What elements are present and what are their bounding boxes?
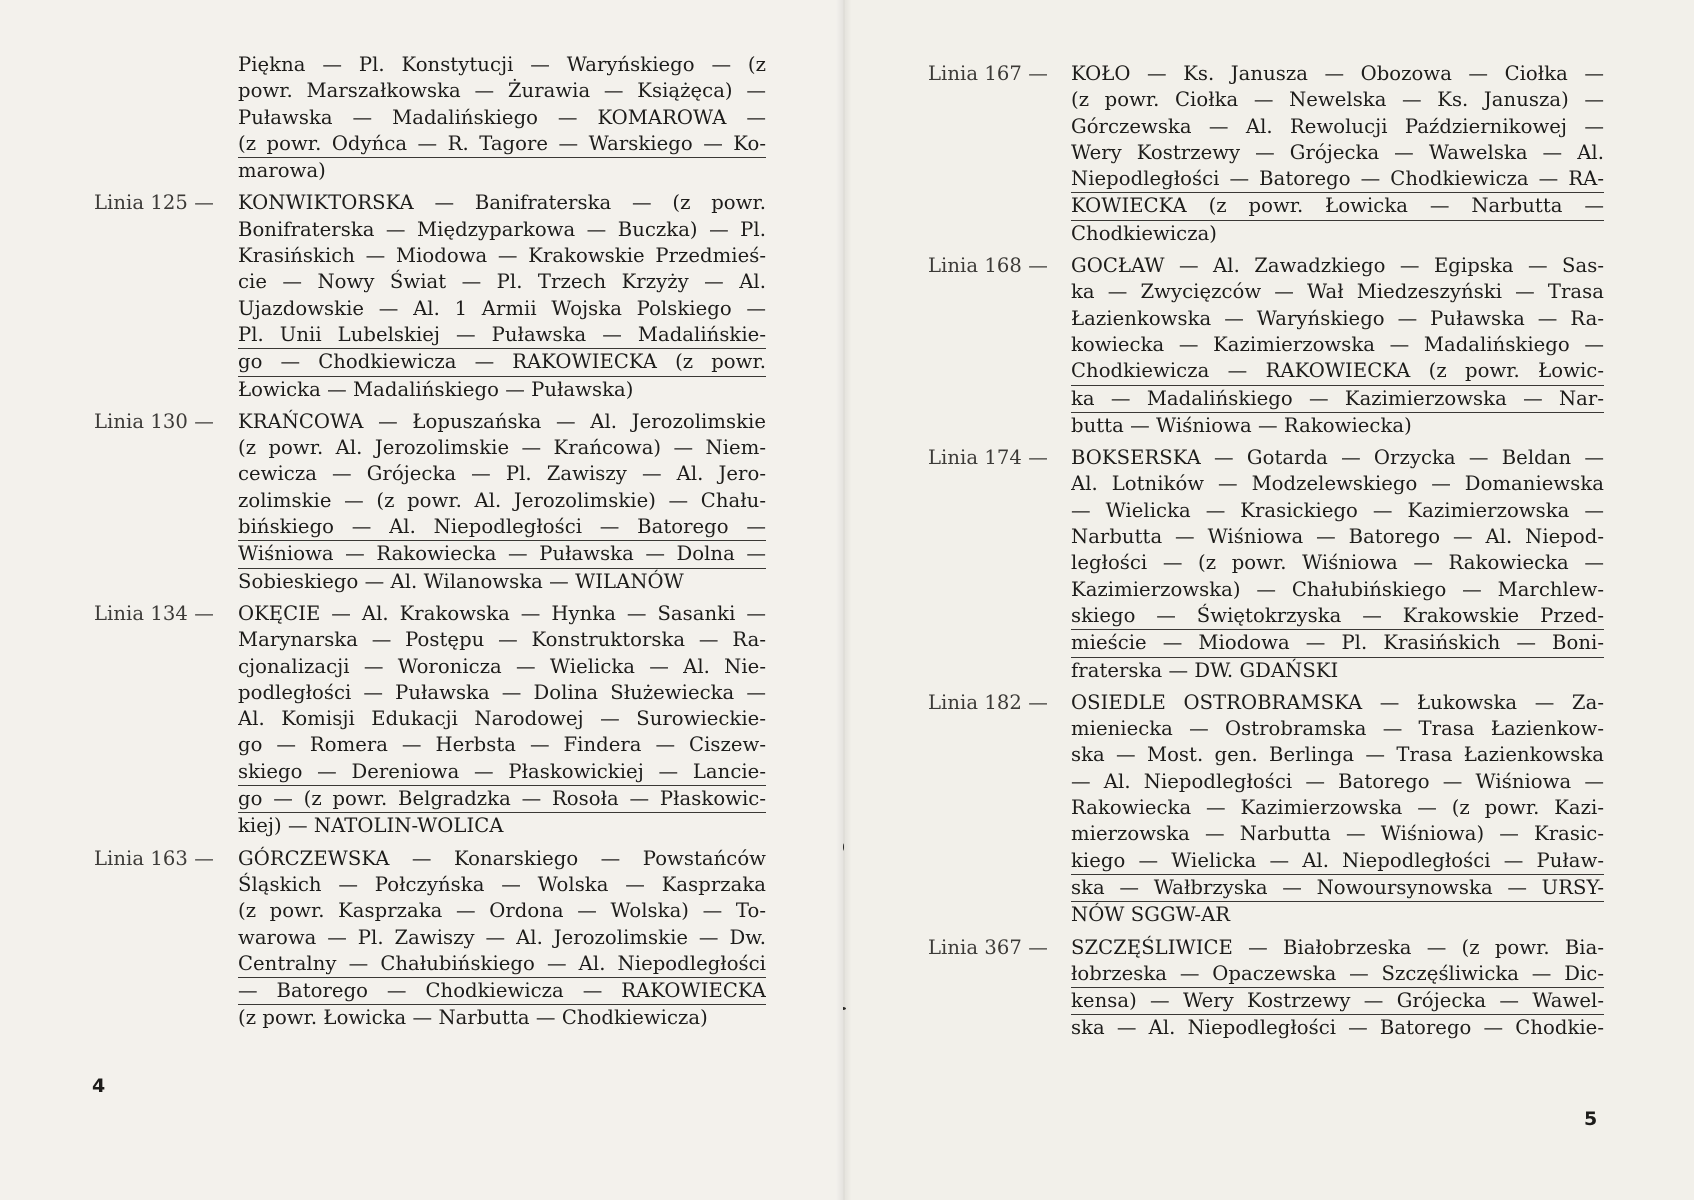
text-line: Sobieskiego — Al. Wilanowska — WILANÓW — [238, 569, 684, 593]
text-line: cewicza — Grójecka — Pl. Zawiszy — Al. Jero- — [238, 462, 766, 486]
text-line: Al. Lotników — Modzelewskiego — Domaniewska — [1071, 472, 1604, 496]
text-line: Centralny — Chałubińskiego — Al. Niepodległości — [238, 951, 766, 978]
right-text-column — [928, 61, 1604, 1048]
route-number-label: Linia 163 — — [94, 846, 214, 870]
text-line: cjonalizacji — Woronicza — Wielicka — Al. Nie- — [238, 654, 766, 678]
text-line: Kazimierzowska) — Chałubińskiego — Marchlew- — [1071, 577, 1604, 601]
left-page — [0, 0, 843, 1200]
route-entry — [928, 445, 1604, 684]
text-line: Narbutta — Wiśniowa — Batorego — Al. Niepod- — [1071, 525, 1604, 549]
text-line: mieniecka — Ostrobramska — Trasa Łazienkow- — [1071, 717, 1604, 741]
text-line: zolimskie — (z powr. Al. Jerozolimskie) — Chału- — [238, 488, 766, 512]
text-line: KONWIKTORSKA — Banifraterska — (z powr. — [238, 191, 766, 215]
text-line: Rakowiecka — Kazimierzowska — (z powr. Kazi- — [1071, 796, 1604, 820]
text-line: Łazienkowska — Waryńskiego — Puławska — Ra- — [1071, 306, 1604, 330]
route-entry — [928, 935, 1604, 1042]
route-entry — [94, 601, 766, 840]
text-line: kensa) — Wery Kostrzewy — Grójecka — Wawel- — [1071, 988, 1604, 1015]
text-line: Pl. Unii Lubelskiej — Puławska — Madalińskie- — [238, 322, 766, 349]
route-number-label: Linia 130 — — [94, 409, 214, 433]
text-line: Marynarska — Postępu — Konstruktorska — Ra- — [238, 628, 766, 652]
continuation-block — [94, 52, 766, 184]
text-line: Łowicka — Madalińskiego — Puławska) — [238, 377, 634, 401]
route-entry — [928, 690, 1604, 929]
text-line: Krasińskich — Miodowa — Krakowskie Przedmieś- — [238, 244, 766, 268]
text-line: ka — Madalińskiego — Kazimierzowska — Nar- — [1071, 386, 1604, 413]
text-line: ległości — (z powr. Wiśniowa — Rakowiecka — — [1071, 551, 1604, 575]
route-number-label: Linia 367 — — [928, 935, 1048, 959]
book-gutter — [836, 0, 852, 1200]
text-line: NÓW SGGW-AR — [1071, 903, 1231, 927]
text-line: KOWIECKA (z powr. Łowicka — Narbutta — — [1071, 193, 1604, 220]
text-line: go — Chodkiewicza — RAKOWIECKA (z powr. — [238, 349, 766, 376]
text-line: OKĘCIE — Al. Krakowska — Hynka — Sasanki — — [238, 601, 766, 625]
right-page — [843, 0, 1694, 1200]
route-entry — [94, 409, 766, 595]
text-line: podległości — Puławska — Dolina Służewiecka — — [238, 680, 766, 704]
text-line: ska — Wałbrzyska — Nowoursynowska — URSY- — [1071, 875, 1604, 902]
route-description — [1071, 690, 1604, 929]
text-line: GOCŁAW — Al. Zawadzkiego — Egipska — Sas- — [1071, 254, 1604, 278]
text-line: GÓRCZEWSKA — Konarskiego — Powstańców — [238, 846, 766, 870]
route-number-label: Linia 134 — — [94, 601, 214, 625]
page-number: 4 — [92, 1075, 106, 1097]
route-number-label: Linia 125 — — [94, 191, 214, 215]
text-line: go — (z powr. Belgradzka — Rosoła — Płaskowic- — [238, 786, 766, 813]
route-description — [238, 846, 766, 1032]
route-description — [1071, 253, 1604, 439]
text-line: KRAŃCOWA — Łopuszańska — Al. Jerozolimskie — [238, 409, 766, 433]
route-entry — [928, 61, 1604, 247]
text-line: Wery Kostrzewy — Grójecka — Wawelska — Al. — [1071, 140, 1604, 164]
text-line: (z powr. Łowicka — Narbutta — Chodkiewicza) — [238, 1006, 708, 1030]
text-line: kiego — Wielicka — Al. Niepodległości — Puław- — [1071, 848, 1604, 875]
text-line: fraterska — DW. GDAŃSKI — [1071, 658, 1339, 682]
text-line: ska — Most. gen. Berlinga — Trasa Łazienkowska — [1071, 743, 1604, 767]
route-number-label: Linia 182 — — [928, 690, 1048, 714]
route-number-label: Linia 174 — — [928, 446, 1048, 470]
text-line: ka — Zwycięzców — Wał Miedzeszyński — Trasa — [1071, 280, 1604, 304]
route-list — [94, 190, 766, 1031]
text-line: cie — Nowy Świat — Pl. Trzech Krzyży — Al. — [238, 270, 766, 294]
text-line: BOKSERSKA — Gotarda — Orzycka — Beldan — — [1071, 446, 1604, 470]
left-text-column — [94, 52, 766, 1038]
text-line: (z powr. Ciołka — Newelska — Ks. Janusza) — — [1071, 88, 1604, 112]
route-list — [928, 61, 1604, 1042]
text-line: łobrzeska — Opaczewska — Szczęśliwicka — Dic- — [1071, 961, 1604, 988]
text-line: kowiecka — Kazimierzowska — Madalińskiego — — [1071, 332, 1604, 356]
text-line: bińskiego — Al. Niepodległości — Batorego — — [238, 514, 766, 541]
text-line: warowa — Pl. Zawiszy — Al. Jerozolimskie — Dw. — [238, 925, 766, 949]
route-description — [1071, 61, 1604, 247]
text-line: (z powr. Odyńca — R. Tagore — Warskiego — Ko- — [238, 131, 766, 155]
text-line: — Wielicka — Krasickiego — Kazimierzowska — — [1071, 498, 1604, 522]
text-line: KOŁO — Ks. Janusza — Obozowa — Ciołka — — [1071, 62, 1604, 85]
text-line: skiego — Dereniowa — Płaskowickiej — Lancie- — [238, 759, 766, 786]
text-line: SZCZĘŚLIWICE — Białobrzeska — (z powr. Bia- — [1071, 935, 1604, 959]
text-line: Ujazdowskie — Al. 1 Armii Wojska Polskiego — — [238, 296, 766, 320]
text-line: Wiśniowa — Rakowiecka — Puławska — Dolna — — [238, 541, 766, 568]
route-description — [238, 409, 766, 595]
text-line: — Batorego — Chodkiewicza — RAKOWIECKA — [238, 978, 766, 1005]
route-description — [238, 601, 766, 840]
text-line: Puławska — Madalińskiego — KOMAROWA — — [238, 105, 766, 129]
text-line: go — Romera — Herbsta — Findera — Ciszew- — [238, 733, 766, 757]
text-line: mieście — Miodowa — Pl. Krasińskich — Boni- — [1071, 630, 1604, 657]
text-line: (z powr. Al. Jerozolimskie — Krańcowa) — Niem- — [238, 436, 766, 460]
text-line: ska — Al. Niepodległości — Batorego — Chodkie- — [1071, 1016, 1604, 1040]
page-number: 5 — [1584, 1108, 1598, 1130]
text-line: Bonifraterska — Międzyparkowa — Buczka) — Pl. — [238, 217, 766, 241]
text-line: Piękna — Pl. Konstytucji — Waryńskiego — (z — [238, 53, 766, 76]
route-entry — [928, 253, 1604, 439]
route-description — [1071, 445, 1604, 684]
text-line: powr. Marszałkowska — Żurawia — Książęca) — — [238, 79, 766, 103]
text-line: Śląskich — Połczyńska — Wolska — Kasprzaka — [238, 872, 766, 896]
text-line: Górczewska — Al. Rewolucji Październikowej — — [1071, 114, 1604, 138]
text-line: (z powr. Kasprzaka — Ordona — Wolska) — To- — [238, 899, 766, 923]
text-line: skiego — Świętokrzyska — Krakowskie Przed- — [1071, 603, 1604, 630]
text-line: kiej) — NATOLIN-WOLICA — [238, 814, 504, 838]
route-description — [1071, 935, 1604, 1042]
route-entry — [94, 190, 766, 402]
text-line: — Al. Niepodległości — Batorego — Wiśniowa — — [1071, 769, 1604, 793]
text-line: mierzowska — Narbutta — Wiśniowa) — Krasic- — [1071, 822, 1604, 846]
text-line: Chodkiewicza — RAKOWIECKA (z powr. Łowic- — [1071, 358, 1604, 385]
text-line: marowa) — [238, 157, 766, 184]
text-line: Al. Komisji Edukacji Narodowej — Surowieckie- — [238, 707, 766, 731]
route-number-label: Linia 167 — — [928, 62, 1048, 85]
text-line: Niepodległości — Batorego — Chodkiewicza — RA- — [1071, 166, 1604, 193]
text-line: butta — Wiśniowa — Rakowiecka) — [1071, 413, 1412, 437]
text-line: OSIEDLE OSTROBRAMSKA — Łukowska — Za- — [1071, 690, 1604, 714]
route-number-label: Linia 168 — — [928, 254, 1048, 278]
route-entry — [94, 846, 766, 1032]
text-line: Chodkiewicza) — [1071, 221, 1217, 245]
route-description — [238, 190, 766, 402]
